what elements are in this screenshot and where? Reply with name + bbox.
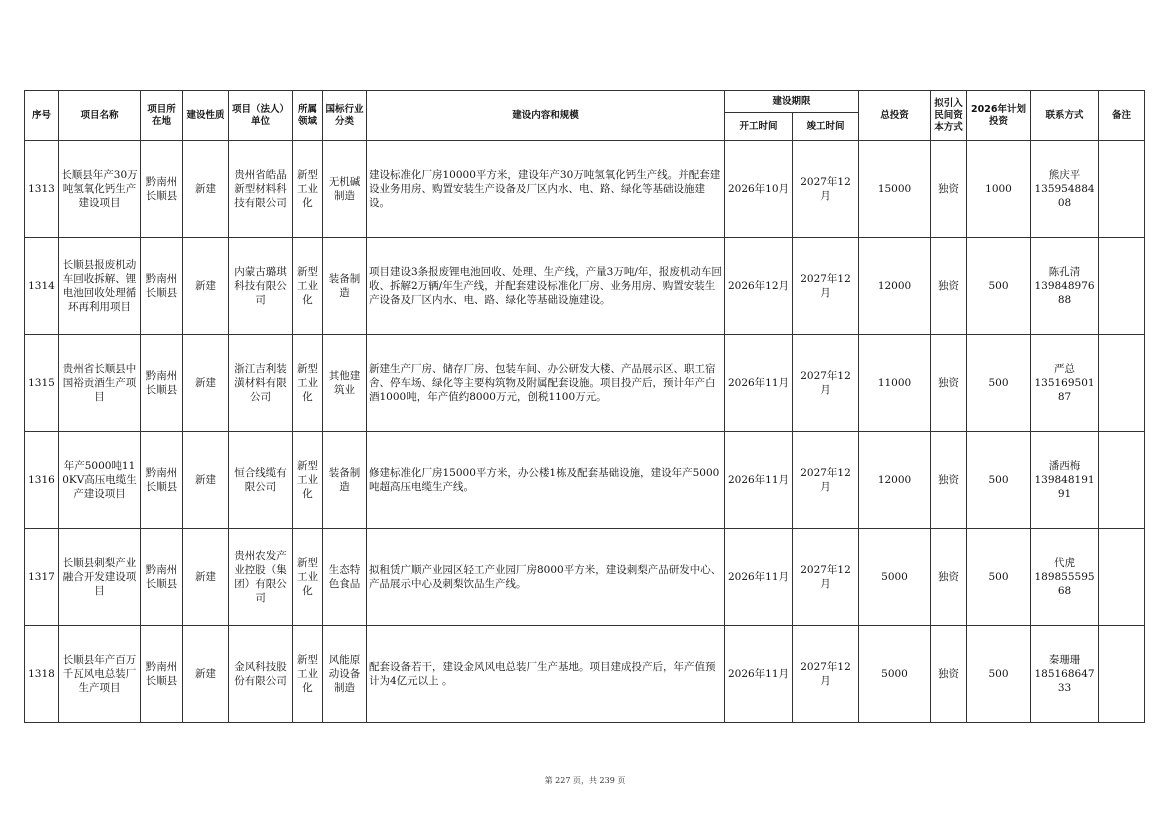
header-plan: 2026年计划投资 [967, 91, 1031, 141]
page-footer: 第 227 页，共 239 页 [544, 776, 626, 785]
cell-unit: 内蒙古璐琪科技有限公司 [229, 238, 293, 335]
cell-no: 1317 [25, 529, 59, 626]
header-unit: 项目（法人）单位 [229, 91, 293, 141]
contact-phone: 13984897688 [1034, 280, 1095, 306]
cell-nature: 新建 [183, 626, 229, 723]
header-period: 建设期限 [725, 91, 859, 113]
cell-industry: 其他建筑业 [323, 335, 367, 432]
cell-remark [1099, 141, 1145, 238]
table-row [25, 335, 1145, 432]
cell-nature: 新建 [183, 141, 229, 238]
header-name: 项目名称 [59, 91, 141, 141]
cell-field: 新型工业化 [293, 238, 323, 335]
cell-end: 2027年12月 [793, 141, 859, 238]
cell-location: 黔南州长顺县 [141, 238, 183, 335]
contact-name: 陈孔清 [1048, 266, 1081, 278]
table-row [25, 529, 1145, 626]
cell-contact [1031, 626, 1099, 723]
cell-contact [1031, 529, 1099, 626]
cell-mode: 独资 [931, 529, 967, 626]
cell-location: 黔南州长顺县 [141, 432, 183, 529]
cell-plan: 500 [967, 529, 1031, 626]
cell-contact [1031, 141, 1099, 238]
cell-start: 2026年10月 [725, 141, 793, 238]
cell-content: 拟租赁广顺产业园区轻工产业园厂房8000平方米，建设刺梨产品研发中心、产品展示中心及刺梨饮品生产线。 [367, 529, 725, 626]
cell-contact [1031, 335, 1099, 432]
cell-field: 新型工业化 [293, 432, 323, 529]
cell-plan: 500 [967, 432, 1031, 529]
contact-name: 秦珊珊 [1048, 654, 1081, 666]
cell-remark [1099, 238, 1145, 335]
cell-location: 黔南州长顺县 [141, 626, 183, 723]
cell-end: 2027年12月 [793, 432, 859, 529]
cell-start: 2026年11月 [725, 529, 793, 626]
cell-content: 新建生产厂房、储存厂房、包装车间、办公研发大楼、产品展示区、职工宿舍、停车场、绿化等主要构筑物及附属配套设施。项目投产后，预计年产白酒1000吨，年产值约8000万元，创税1100万元。 [367, 335, 725, 432]
cell-field: 新型工业化 [293, 529, 323, 626]
cell-field: 新型工业化 [293, 626, 323, 723]
cell-nature: 新建 [183, 432, 229, 529]
cell-end: 2027年12月 [793, 335, 859, 432]
header-invest: 总投资 [859, 91, 931, 141]
cell-no: 1313 [25, 141, 59, 238]
cell-no: 1314 [25, 238, 59, 335]
cell-invest: 11000 [859, 335, 931, 432]
cell-end: 2027年12月 [793, 238, 859, 335]
cell-unit: 恒合线缆有限公司 [229, 432, 293, 529]
cell-contact [1031, 432, 1099, 529]
cell-nature: 新建 [183, 529, 229, 626]
header-end: 竣工时间 [793, 113, 859, 141]
cell-location: 黔南州长顺县 [141, 335, 183, 432]
table-row [25, 626, 1145, 723]
cell-unit: 浙江吉利装潢材料有限公司 [229, 335, 293, 432]
cell-invest: 12000 [859, 432, 931, 529]
table-row [25, 432, 1145, 529]
cell-unit: 贵州省皓晶新型材料科技有限公司 [229, 141, 293, 238]
cell-unit: 金风科技股份有限公司 [229, 626, 293, 723]
table-row [25, 141, 1145, 238]
cell-project-name: 长顺县刺梨产业融合开发建设项目 [59, 529, 141, 626]
cell-industry: 装备制造 [323, 238, 367, 335]
cell-invest: 15000 [859, 141, 931, 238]
header-location: 项目所在地 [141, 91, 183, 141]
contact-name: 代虎 [1054, 557, 1076, 569]
cell-industry: 生态特色食品 [323, 529, 367, 626]
cell-project-name: 长顺县年产百万千瓦风电总装厂生产项目 [59, 626, 141, 723]
cell-nature: 新建 [183, 238, 229, 335]
cell-project-name: 长顺县报废机动车回收拆解、锂电池回收处理循环再利用项目 [59, 238, 141, 335]
cell-field: 新型工业化 [293, 141, 323, 238]
cell-mode: 独资 [931, 238, 967, 335]
header-content: 建设内容和规模 [367, 91, 725, 141]
cell-project-name: 长顺县年产30万吨氢氧化钙生产建设项目 [59, 141, 141, 238]
cell-mode: 独资 [931, 626, 967, 723]
header-no: 序号 [25, 91, 59, 141]
cell-location: 黔南州长顺县 [141, 141, 183, 238]
cell-content: 修建标准化厂房15000平方米，办公楼1栋及配套基础设施，建设年产5000吨超高压电缆生产线。 [367, 432, 725, 529]
cell-invest: 12000 [859, 238, 931, 335]
cell-content: 建设标准化厂房10000平方米，建设年产30万吨氢氧化钙生产线。并配套建设业务用房、购置安装生产设备及厂区内水、电、路、绿化等基础设施建设。 [367, 141, 725, 238]
project-table [24, 90, 1145, 723]
cell-no: 1315 [25, 335, 59, 432]
cell-content: 项目建设3条报废锂电池回收、处理、生产线，产量3万吨/年，报废机动车回收、拆解2万辆/年生产线，并配套建设标准化厂房、业务用房、购置安装生产设备及厂区内水、电、路、绿化等基础设施建设。 [367, 238, 725, 335]
header-start: 开工时间 [725, 113, 793, 141]
cell-mode: 独资 [931, 432, 967, 529]
cell-location: 黔南州长顺县 [141, 529, 183, 626]
table-row [25, 238, 1145, 335]
cell-industry: 装备制造 [323, 432, 367, 529]
cell-industry: 无机碱制造 [323, 141, 367, 238]
cell-start: 2026年12月 [725, 238, 793, 335]
cell-end: 2027年12月 [793, 529, 859, 626]
cell-industry: 风能原动设备制造 [323, 626, 367, 723]
table-body [25, 141, 1145, 723]
cell-mode: 独资 [931, 141, 967, 238]
cell-plan: 500 [967, 335, 1031, 432]
header-nature: 建设性质 [183, 91, 229, 141]
cell-remark [1099, 335, 1145, 432]
cell-end: 2027年12月 [793, 626, 859, 723]
contact-name: 潘西梅 [1048, 460, 1081, 472]
cell-project-name: 年产5000吨110KV高压电缆生产建设项目 [59, 432, 141, 529]
contact-phone: 18516864733 [1034, 668, 1095, 694]
cell-remark [1099, 626, 1145, 723]
header-remark: 备注 [1099, 91, 1145, 141]
cell-mode: 独资 [931, 335, 967, 432]
contact-name: 熊庆平 [1048, 169, 1081, 181]
cell-no: 1318 [25, 626, 59, 723]
cell-start: 2026年11月 [725, 432, 793, 529]
cell-nature: 新建 [183, 335, 229, 432]
cell-invest: 5000 [859, 626, 931, 723]
cell-remark [1099, 529, 1145, 626]
cell-unit: 贵州农发产业控股（集团）有限公司 [229, 529, 293, 626]
cell-start: 2026年11月 [725, 626, 793, 723]
cell-field: 新型工业化 [293, 335, 323, 432]
cell-contact [1031, 238, 1099, 335]
cell-remark [1099, 432, 1145, 529]
cell-plan: 1000 [967, 141, 1031, 238]
header-field: 所属领域 [293, 91, 323, 141]
contact-phone: 13984819191 [1034, 474, 1095, 500]
contact-name: 严总 [1054, 363, 1076, 375]
cell-invest: 5000 [859, 529, 931, 626]
contact-phone: 13516950187 [1034, 377, 1095, 403]
cell-content: 配套设备若干，建设金风风电总装厂生产基地。项目建成投产后，年产值预计为4亿元以上 。 [367, 626, 725, 723]
cell-plan: 500 [967, 626, 1031, 723]
cell-no: 1316 [25, 432, 59, 529]
cell-project-name: 贵州省长顺县中国裕贡酒生产项目 [59, 335, 141, 432]
header-mode: 拟引入民间资本方式 [931, 91, 967, 141]
cell-start: 2026年11月 [725, 335, 793, 432]
contact-phone: 13595488408 [1034, 183, 1095, 209]
header-contact: 联系方式 [1031, 91, 1099, 141]
contact-phone: 18985559568 [1034, 571, 1095, 597]
cell-plan: 500 [967, 238, 1031, 335]
header-industry: 国标行业分类 [323, 91, 367, 141]
